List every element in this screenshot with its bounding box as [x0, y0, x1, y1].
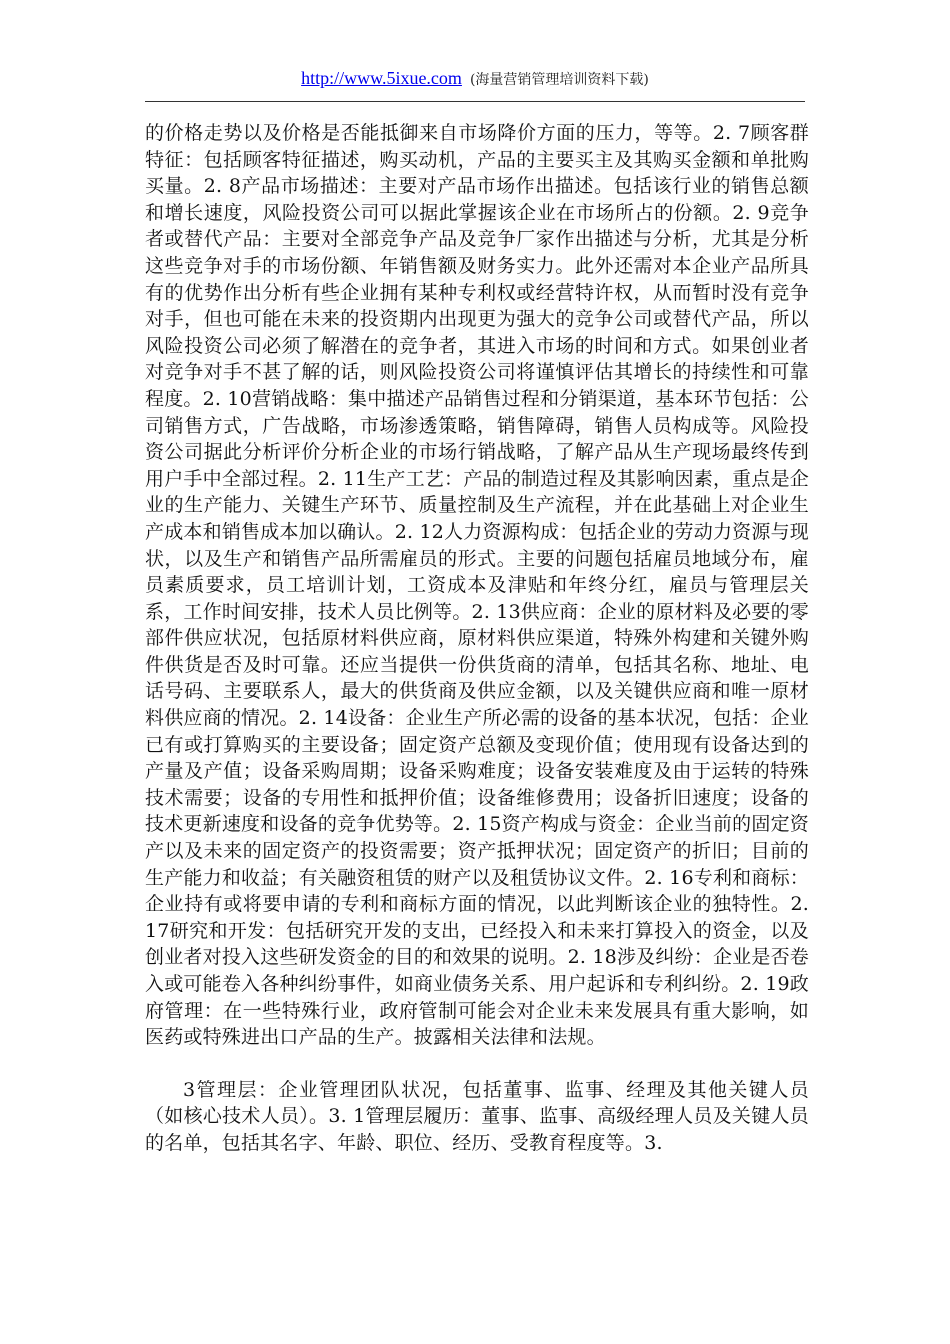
header-note: (海量营销管理培训资料下载): [469, 72, 649, 88]
header-link[interactable]: http://www.5ixue.com: [301, 68, 462, 88]
page-header: [145, 66, 805, 92]
header-divider: [145, 101, 805, 102]
body-paragraph: 的价格走势以及价格是否能抵御来自市场降价方面的压力，等等。2. 7顾客群特征：包括顾客特征描述，购买动机，产品的主要买主及其购买金额和单批购买量。2. 8产品市场描述：主要对产品市场作出描述。包括该行业的销售总额和增长速度，风险投资公司可以据此掌握该企业在市场所占的份额。2. 9竞争者或替代产品：主要对全部竞争产品及竞争厂家作出描述与分析，尤其是分析这些竞争对手的市场份额、年销售额及财务实力。此外还需对本企业产品所具有的优势作出分析有些企业拥有某种专利权或经营特许权，从而暂时没有竞争对手，但也可能在未来的投资期内出现更为强大的竞争公司或替代产品，所以风险投资公司必须了解潜在的竞争者，其进入市场的时间和方式。如果创业者对竞争对手不甚了解的话，则风险投资公司将谨慎评估其增长的持续性和可靠程度。2. 10营销战略：集中描述产品销售过程和分销渠道，基本环节包括：公司销售方式，广告战略，市场渗透策略，销售障碍，销售人员构成等。风险投资公司据此分析评价分析企业的市场行销战略，了解产品从生产现场最终传到用户手中全部过程。2. 11生产工艺：产品的制造过程及其影响因素，重点是企业的生产能力、关键生产环节、质量控制及生产流程，并在此基础上对企业生产成本和销售成本加以确认。2. 12人力资源构成：包括企业的劳动力资源与现状，以及生产和销售产品所需雇员的形式。主要的问题包括雇员地域分布，雇员素质要求，员工培训计划，工资成本及津贴和年终分红，雇员与管理层关系，工作时间安排，技术人员比例等。2. 13供应商：企业的原材料及必要的零部件供应状况，包括原材料供应商，原材料供应渠道，特殊外构建和关键外购件供货是否及时可靠。还应当提供一份供货商的清单，包括其名称、地址、电话号码、主要联系人，最大的供货商及供应金额，以及关键供应商和唯一原材料供应商的情况。2. 14设备：企业生产所必需的设备的基本状况，包括：企业已有或打算购买的主要设备；固定资产总额及变现价值；使用现有设备达到的产量及产值；设备采购周期；设备采购难度；设备安装难度及由于运转的特殊技术需要；设备的专用性和抵押价值；设备维修费用；设备折旧速度；设备的技术更新速度和设备的竞争优势等。2. 15资产构成与资金：企业当前的固定资产以及未来的固定资产的投资需要；资产抵押状况；固定资产的折旧；目前的生产能力和收益；有关融资租赁的财产以及租赁协议文件。2. 16专利和商标：企业持有或将要申请的专利和商标方面的情况，以此判断该企业的独特性。2. 17研究和开发：包括研究开发的支出，已经投入和未来打算投入的资金，以及创业者对投入这些研发资金的目的和效果的说明。2. 18涉及纠纷：企业是否卷入或可能卷入各种纠纷事件，如商业债务关系、用户起诉和专利纠纷。2. 19政府管理：在一些特殊行业，政府管制可能会对企业未来发展具有重大影响，如医药或特殊进出口产品的生产。披露相关法律和法规。: [145, 122, 809, 1049]
document-body: [145, 120, 809, 1157]
body-paragraph: 3管理层：企业管理团队状况，包括董事、监事、经理及其他关键人员（如核心技术人员）。3. 1管理层履历：董事、监事、高级经理人员及关键人员的名单，包括其名字、年龄、职位、经历、受教育程度等。3.: [145, 1078, 809, 1154]
